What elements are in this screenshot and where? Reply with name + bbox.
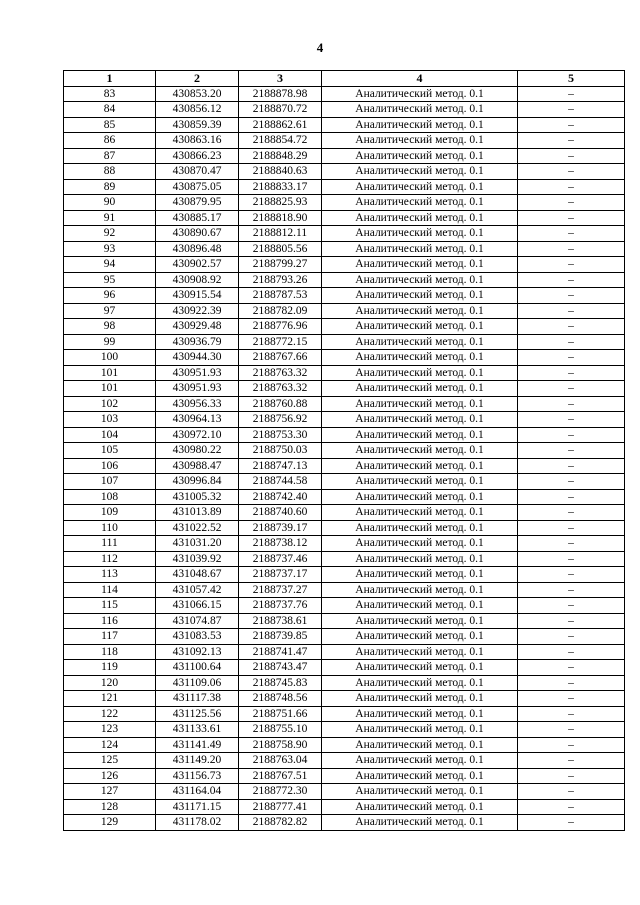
- method-cell: Аналитический метод. 0.1: [322, 520, 518, 536]
- note-cell: –: [518, 334, 625, 350]
- y-coordinate-cell: 2188776.96: [239, 319, 322, 335]
- x-coordinate-cell: 430944.30: [156, 350, 239, 366]
- table-row: [64, 737, 625, 753]
- x-coordinate-cell: 430890.67: [156, 226, 239, 242]
- x-coordinate-cell: 430956.33: [156, 396, 239, 412]
- method-cell: Аналитический метод. 0.1: [322, 117, 518, 133]
- method-cell: Аналитический метод. 0.1: [322, 474, 518, 490]
- x-coordinate-cell: 431156.73: [156, 768, 239, 784]
- y-coordinate-cell: 2188740.60: [239, 505, 322, 521]
- y-coordinate-cell: 2188805.56: [239, 241, 322, 257]
- x-coordinate-cell: 431178.02: [156, 815, 239, 831]
- y-coordinate-cell: 2188763.32: [239, 381, 322, 397]
- note-cell: –: [518, 675, 625, 691]
- table-row: [64, 133, 625, 149]
- note-cell: –: [518, 303, 625, 319]
- y-coordinate-cell: 2188737.27: [239, 582, 322, 598]
- method-cell: Аналитический метод. 0.1: [322, 536, 518, 552]
- method-cell: Аналитический метод. 0.1: [322, 241, 518, 257]
- point-number-cell: 84: [64, 102, 156, 118]
- note-cell: –: [518, 412, 625, 428]
- table-row: [64, 288, 625, 304]
- table-row: [64, 675, 625, 691]
- point-number-cell: 103: [64, 412, 156, 428]
- table-row: [64, 412, 625, 428]
- point-number-cell: 123: [64, 722, 156, 738]
- y-coordinate-cell: 2188741.47: [239, 644, 322, 660]
- method-cell: Аналитический метод. 0.1: [322, 722, 518, 738]
- table-row: [64, 210, 625, 226]
- column-header-3: 3: [239, 71, 322, 87]
- method-cell: Аналитический метод. 0.1: [322, 226, 518, 242]
- y-coordinate-cell: 2188743.47: [239, 660, 322, 676]
- table-row: [64, 381, 625, 397]
- table-row: [64, 613, 625, 629]
- point-number-cell: 83: [64, 86, 156, 102]
- x-coordinate-cell: 431074.87: [156, 613, 239, 629]
- y-coordinate-cell: 2188751.66: [239, 706, 322, 722]
- note-cell: –: [518, 458, 625, 474]
- table-row: [64, 551, 625, 567]
- y-coordinate-cell: 2188878.98: [239, 86, 322, 102]
- point-number-cell: 95: [64, 272, 156, 288]
- x-coordinate-cell: 431083.53: [156, 629, 239, 645]
- x-coordinate-cell: 430915.54: [156, 288, 239, 304]
- y-coordinate-cell: 2188848.29: [239, 148, 322, 164]
- y-coordinate-cell: 2188763.32: [239, 365, 322, 381]
- note-cell: –: [518, 644, 625, 660]
- x-coordinate-cell: 430972.10: [156, 427, 239, 443]
- note-cell: –: [518, 179, 625, 195]
- x-coordinate-cell: 430859.39: [156, 117, 239, 133]
- point-number-cell: 128: [64, 799, 156, 815]
- column-header-4: 4: [322, 71, 518, 87]
- point-number-cell: 86: [64, 133, 156, 149]
- table-row: [64, 582, 625, 598]
- x-coordinate-cell: 430988.47: [156, 458, 239, 474]
- table-row: [64, 753, 625, 769]
- note-cell: –: [518, 365, 625, 381]
- method-cell: Аналитический метод. 0.1: [322, 288, 518, 304]
- method-cell: Аналитический метод. 0.1: [322, 350, 518, 366]
- point-number-cell: 120: [64, 675, 156, 691]
- table-row: [64, 350, 625, 366]
- y-coordinate-cell: 2188825.93: [239, 195, 322, 211]
- table-row: [64, 102, 625, 118]
- method-cell: Аналитический метод. 0.1: [322, 737, 518, 753]
- y-coordinate-cell: 2188854.72: [239, 133, 322, 149]
- y-coordinate-cell: 2188738.12: [239, 536, 322, 552]
- point-number-cell: 107: [64, 474, 156, 490]
- method-cell: Аналитический метод. 0.1: [322, 319, 518, 335]
- point-number-cell: 101: [64, 365, 156, 381]
- x-coordinate-cell: 430870.47: [156, 164, 239, 180]
- note-cell: –: [518, 164, 625, 180]
- point-number-cell: 102: [64, 396, 156, 412]
- point-number-cell: 110: [64, 520, 156, 536]
- x-coordinate-cell: 430896.48: [156, 241, 239, 257]
- point-number-cell: 99: [64, 334, 156, 350]
- table-row: [64, 598, 625, 614]
- point-number-cell: 118: [64, 644, 156, 660]
- point-number-cell: 117: [64, 629, 156, 645]
- x-coordinate-cell: 430929.48: [156, 319, 239, 335]
- note-cell: –: [518, 288, 625, 304]
- x-coordinate-cell: 431057.42: [156, 582, 239, 598]
- note-cell: –: [518, 226, 625, 242]
- y-coordinate-cell: 2188737.76: [239, 598, 322, 614]
- y-coordinate-cell: 2188760.88: [239, 396, 322, 412]
- x-coordinate-cell: 431005.32: [156, 489, 239, 505]
- table-row: [64, 443, 625, 459]
- method-cell: Аналитический метод. 0.1: [322, 458, 518, 474]
- method-cell: Аналитический метод. 0.1: [322, 784, 518, 800]
- x-coordinate-cell: 430936.79: [156, 334, 239, 350]
- note-cell: –: [518, 86, 625, 102]
- point-number-cell: 88: [64, 164, 156, 180]
- method-cell: Аналитический метод. 0.1: [322, 489, 518, 505]
- x-coordinate-cell: 431149.20: [156, 753, 239, 769]
- note-cell: –: [518, 272, 625, 288]
- method-cell: Аналитический метод. 0.1: [322, 753, 518, 769]
- table-row: [64, 272, 625, 288]
- x-coordinate-cell: 430902.57: [156, 257, 239, 273]
- x-coordinate-cell: 430885.17: [156, 210, 239, 226]
- point-number-cell: 127: [64, 784, 156, 800]
- y-coordinate-cell: 2188777.41: [239, 799, 322, 815]
- y-coordinate-cell: 2188755.10: [239, 722, 322, 738]
- method-cell: Аналитический метод. 0.1: [322, 644, 518, 660]
- note-cell: –: [518, 722, 625, 738]
- table-row: [64, 86, 625, 102]
- note-cell: –: [518, 505, 625, 521]
- y-coordinate-cell: 2188756.92: [239, 412, 322, 428]
- note-cell: –: [518, 737, 625, 753]
- point-number-cell: 126: [64, 768, 156, 784]
- method-cell: Аналитический метод. 0.1: [322, 396, 518, 412]
- note-cell: –: [518, 350, 625, 366]
- y-coordinate-cell: 2188739.85: [239, 629, 322, 645]
- table-row: [64, 629, 625, 645]
- note-cell: –: [518, 381, 625, 397]
- point-number-cell: 111: [64, 536, 156, 552]
- y-coordinate-cell: 2188744.58: [239, 474, 322, 490]
- table-row: [64, 815, 625, 831]
- point-number-cell: 108: [64, 489, 156, 505]
- point-number-cell: 94: [64, 257, 156, 273]
- y-coordinate-cell: 2188862.61: [239, 117, 322, 133]
- y-coordinate-cell: 2188742.40: [239, 489, 322, 505]
- table-row: [64, 319, 625, 335]
- table-row: [64, 706, 625, 722]
- method-cell: Аналитический метод. 0.1: [322, 815, 518, 831]
- point-number-cell: 116: [64, 613, 156, 629]
- point-number-cell: 91: [64, 210, 156, 226]
- point-number-cell: 85: [64, 117, 156, 133]
- method-cell: Аналитический метод. 0.1: [322, 691, 518, 707]
- note-cell: –: [518, 210, 625, 226]
- x-coordinate-cell: 431171.15: [156, 799, 239, 815]
- table-row: [64, 660, 625, 676]
- x-coordinate-cell: 430980.22: [156, 443, 239, 459]
- note-cell: –: [518, 551, 625, 567]
- method-cell: Аналитический метод. 0.1: [322, 505, 518, 521]
- coordinates-table: [63, 70, 625, 831]
- point-number-cell: 98: [64, 319, 156, 335]
- point-number-cell: 121: [64, 691, 156, 707]
- y-coordinate-cell: 2188767.51: [239, 768, 322, 784]
- note-cell: –: [518, 753, 625, 769]
- method-cell: Аналитический метод. 0.1: [322, 334, 518, 350]
- y-coordinate-cell: 2188772.30: [239, 784, 322, 800]
- x-coordinate-cell: 430951.93: [156, 365, 239, 381]
- point-number-cell: 100: [64, 350, 156, 366]
- y-coordinate-cell: 2188748.56: [239, 691, 322, 707]
- table-row: [64, 195, 625, 211]
- point-number-cell: 106: [64, 458, 156, 474]
- y-coordinate-cell: 2188870.72: [239, 102, 322, 118]
- x-coordinate-cell: 431100.64: [156, 660, 239, 676]
- note-cell: –: [518, 489, 625, 505]
- note-cell: –: [518, 629, 625, 645]
- note-cell: –: [518, 768, 625, 784]
- note-cell: –: [518, 443, 625, 459]
- method-cell: Аналитический метод. 0.1: [322, 660, 518, 676]
- method-cell: Аналитический метод. 0.1: [322, 799, 518, 815]
- method-cell: Аналитический метод. 0.1: [322, 257, 518, 273]
- point-number-cell: 129: [64, 815, 156, 831]
- note-cell: –: [518, 148, 625, 164]
- x-coordinate-cell: 431164.04: [156, 784, 239, 800]
- y-coordinate-cell: 2188782.09: [239, 303, 322, 319]
- note-cell: –: [518, 706, 625, 722]
- note-cell: –: [518, 598, 625, 614]
- y-coordinate-cell: 2188799.27: [239, 257, 322, 273]
- y-coordinate-cell: 2188793.26: [239, 272, 322, 288]
- y-coordinate-cell: 2188840.63: [239, 164, 322, 180]
- point-number-cell: 87: [64, 148, 156, 164]
- x-coordinate-cell: 431092.13: [156, 644, 239, 660]
- table-row: [64, 489, 625, 505]
- point-number-cell: 90: [64, 195, 156, 211]
- table-row: [64, 117, 625, 133]
- x-coordinate-cell: 431013.89: [156, 505, 239, 521]
- point-number-cell: 125: [64, 753, 156, 769]
- x-coordinate-cell: 430922.39: [156, 303, 239, 319]
- note-cell: –: [518, 133, 625, 149]
- method-cell: Аналитический метод. 0.1: [322, 148, 518, 164]
- table-row: [64, 567, 625, 583]
- note-cell: –: [518, 520, 625, 536]
- point-number-cell: 109: [64, 505, 156, 521]
- method-cell: Аналитический метод. 0.1: [322, 164, 518, 180]
- y-coordinate-cell: 2188738.61: [239, 613, 322, 629]
- method-cell: Аналитический метод. 0.1: [322, 675, 518, 691]
- x-coordinate-cell: 430853.20: [156, 86, 239, 102]
- point-number-cell: 114: [64, 582, 156, 598]
- y-coordinate-cell: 2188782.82: [239, 815, 322, 831]
- table-row: [64, 784, 625, 800]
- note-cell: –: [518, 567, 625, 583]
- method-cell: Аналитический метод. 0.1: [322, 412, 518, 428]
- point-number-cell: 105: [64, 443, 156, 459]
- table-row: [64, 148, 625, 164]
- x-coordinate-cell: 430866.23: [156, 148, 239, 164]
- table-row: [64, 505, 625, 521]
- x-coordinate-cell: 430863.16: [156, 133, 239, 149]
- column-header-2: 2: [156, 71, 239, 87]
- point-number-cell: 104: [64, 427, 156, 443]
- method-cell: Аналитический метод. 0.1: [322, 179, 518, 195]
- table-header-row: [64, 71, 625, 87]
- table-row: [64, 365, 625, 381]
- table-row: [64, 396, 625, 412]
- method-cell: Аналитический метод. 0.1: [322, 133, 518, 149]
- x-coordinate-cell: 431039.92: [156, 551, 239, 567]
- x-coordinate-cell: 431117.38: [156, 691, 239, 707]
- column-header-1: 1: [64, 71, 156, 87]
- x-coordinate-cell: 431141.49: [156, 737, 239, 753]
- x-coordinate-cell: 430856.12: [156, 102, 239, 118]
- x-coordinate-cell: 431066.15: [156, 598, 239, 614]
- x-coordinate-cell: 430964.13: [156, 412, 239, 428]
- y-coordinate-cell: 2188833.17: [239, 179, 322, 195]
- y-coordinate-cell: 2188737.46: [239, 551, 322, 567]
- method-cell: Аналитический метод. 0.1: [322, 706, 518, 722]
- point-number-cell: 96: [64, 288, 156, 304]
- note-cell: –: [518, 319, 625, 335]
- note-cell: –: [518, 536, 625, 552]
- y-coordinate-cell: 2188787.53: [239, 288, 322, 304]
- x-coordinate-cell: 431133.61: [156, 722, 239, 738]
- note-cell: –: [518, 691, 625, 707]
- method-cell: Аналитический метод. 0.1: [322, 210, 518, 226]
- method-cell: Аналитический метод. 0.1: [322, 629, 518, 645]
- point-number-cell: 97: [64, 303, 156, 319]
- method-cell: Аналитический метод. 0.1: [322, 613, 518, 629]
- table-row: [64, 226, 625, 242]
- x-coordinate-cell: 431109.06: [156, 675, 239, 691]
- x-coordinate-cell: 430879.95: [156, 195, 239, 211]
- x-coordinate-cell: 430875.05: [156, 179, 239, 195]
- y-coordinate-cell: 2188772.15: [239, 334, 322, 350]
- y-coordinate-cell: 2188758.90: [239, 737, 322, 753]
- table-row: [64, 536, 625, 552]
- table-row: [64, 799, 625, 815]
- table-row: [64, 722, 625, 738]
- note-cell: –: [518, 241, 625, 257]
- note-cell: –: [518, 582, 625, 598]
- point-number-cell: 124: [64, 737, 156, 753]
- point-number-cell: 93: [64, 241, 156, 257]
- x-coordinate-cell: 430996.84: [156, 474, 239, 490]
- x-coordinate-cell: 430951.93: [156, 381, 239, 397]
- method-cell: Аналитический метод. 0.1: [322, 195, 518, 211]
- y-coordinate-cell: 2188753.30: [239, 427, 322, 443]
- point-number-cell: 112: [64, 551, 156, 567]
- table-row: [64, 768, 625, 784]
- point-number-cell: 115: [64, 598, 156, 614]
- y-coordinate-cell: 2188812.11: [239, 226, 322, 242]
- table-row: [64, 241, 625, 257]
- method-cell: Аналитический метод. 0.1: [322, 102, 518, 118]
- method-cell: Аналитический метод. 0.1: [322, 551, 518, 567]
- table-row: [64, 520, 625, 536]
- note-cell: –: [518, 815, 625, 831]
- table-row: [64, 179, 625, 195]
- note-cell: –: [518, 427, 625, 443]
- note-cell: –: [518, 396, 625, 412]
- y-coordinate-cell: 2188818.90: [239, 210, 322, 226]
- y-coordinate-cell: 2188739.17: [239, 520, 322, 536]
- y-coordinate-cell: 2188747.13: [239, 458, 322, 474]
- note-cell: –: [518, 660, 625, 676]
- method-cell: Аналитический метод. 0.1: [322, 272, 518, 288]
- table-row: [64, 691, 625, 707]
- page-number: 4: [316, 40, 324, 55]
- note-cell: –: [518, 102, 625, 118]
- x-coordinate-cell: 431125.56: [156, 706, 239, 722]
- table-row: [64, 164, 625, 180]
- table-row: [64, 334, 625, 350]
- point-number-cell: 89: [64, 179, 156, 195]
- point-number-cell: 113: [64, 567, 156, 583]
- point-number-cell: 101: [64, 381, 156, 397]
- point-number-cell: 122: [64, 706, 156, 722]
- x-coordinate-cell: 431048.67: [156, 567, 239, 583]
- method-cell: Аналитический метод. 0.1: [322, 303, 518, 319]
- table-row: [64, 257, 625, 273]
- y-coordinate-cell: 2188763.04: [239, 753, 322, 769]
- note-cell: –: [518, 784, 625, 800]
- table-row: [64, 427, 625, 443]
- point-number-cell: 119: [64, 660, 156, 676]
- y-coordinate-cell: 2188750.03: [239, 443, 322, 459]
- method-cell: Аналитический метод. 0.1: [322, 768, 518, 784]
- x-coordinate-cell: 431031.20: [156, 536, 239, 552]
- note-cell: –: [518, 257, 625, 273]
- table-row: [64, 644, 625, 660]
- y-coordinate-cell: 2188745.83: [239, 675, 322, 691]
- point-number-cell: 92: [64, 226, 156, 242]
- note-cell: –: [518, 799, 625, 815]
- method-cell: Аналитический метод. 0.1: [322, 381, 518, 397]
- note-cell: –: [518, 195, 625, 211]
- table-row: [64, 458, 625, 474]
- table-body: [64, 86, 625, 830]
- table-row: [64, 474, 625, 490]
- x-coordinate-cell: 431022.52: [156, 520, 239, 536]
- table-row: [64, 303, 625, 319]
- method-cell: Аналитический метод. 0.1: [322, 567, 518, 583]
- x-coordinate-cell: 430908.92: [156, 272, 239, 288]
- method-cell: Аналитический метод. 0.1: [322, 582, 518, 598]
- method-cell: Аналитический метод. 0.1: [322, 365, 518, 381]
- column-header-5: 5: [518, 71, 625, 87]
- method-cell: Аналитический метод. 0.1: [322, 427, 518, 443]
- y-coordinate-cell: 2188767.66: [239, 350, 322, 366]
- method-cell: Аналитический метод. 0.1: [322, 598, 518, 614]
- method-cell: Аналитический метод. 0.1: [322, 86, 518, 102]
- note-cell: –: [518, 613, 625, 629]
- note-cell: –: [518, 474, 625, 490]
- y-coordinate-cell: 2188737.17: [239, 567, 322, 583]
- method-cell: Аналитический метод. 0.1: [322, 443, 518, 459]
- note-cell: –: [518, 117, 625, 133]
